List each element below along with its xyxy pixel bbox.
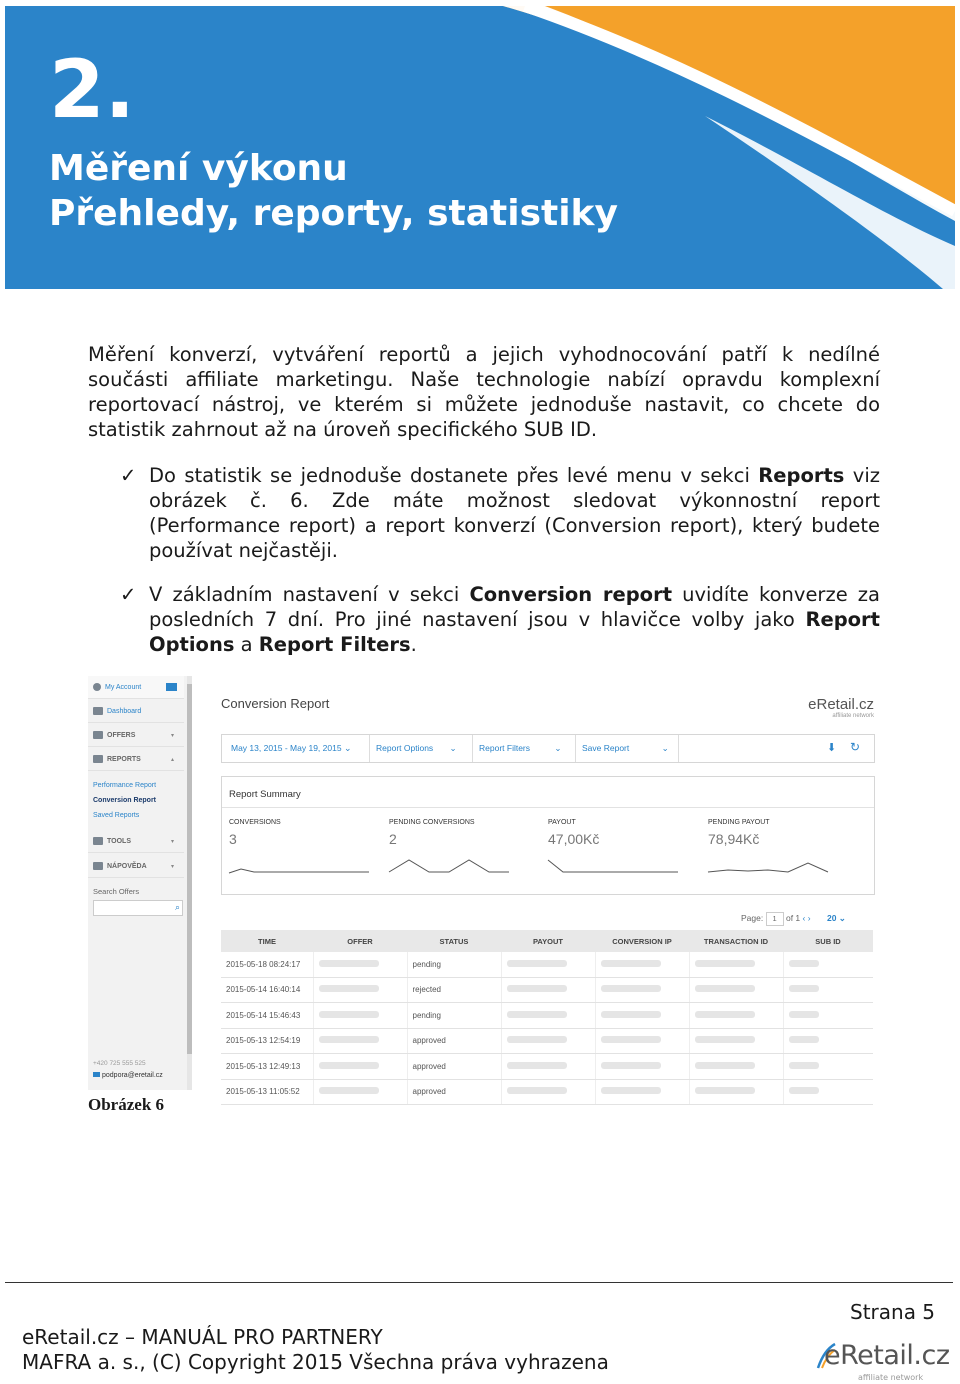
table-row[interactable] xyxy=(221,952,873,977)
col-sub-id[interactable]: SUB ID xyxy=(783,930,873,952)
cell-subid-redacted xyxy=(783,1054,873,1080)
sidebar-item-napoveda[interactable]: NÁPOVĚDA ▾ xyxy=(88,855,184,878)
table-row[interactable] xyxy=(221,1028,873,1054)
cell-payout-redacted xyxy=(501,1028,595,1054)
envelope-icon xyxy=(93,1072,100,1077)
refresh-icon[interactable]: ↻ xyxy=(850,740,861,754)
sidebar-scrollbar[interactable] xyxy=(187,676,192,1090)
col-time[interactable]: TIME xyxy=(221,930,313,952)
cell-ip-redacted xyxy=(595,1054,689,1080)
col-transaction-id[interactable]: TRANSACTION ID xyxy=(689,930,783,952)
cell-time: 2015-05-18 08:24:17 xyxy=(221,952,313,977)
cell-ip-redacted xyxy=(595,977,689,1003)
cell-time: 2015-05-14 15:46:43 xyxy=(221,1003,313,1029)
sidebar-item-tools[interactable]: TOOLS ▾ xyxy=(88,830,184,853)
wrench-icon xyxy=(93,837,103,845)
cell-transaction-redacted xyxy=(689,1054,783,1080)
dashboard-icon xyxy=(93,707,103,715)
support-email[interactable]: podpora@eretail.cz xyxy=(93,1072,163,1079)
page-input[interactable]: 1 xyxy=(766,912,784,926)
cell-transaction-redacted xyxy=(689,1079,783,1105)
metric-payout: PAYOUT 47,00Kč xyxy=(548,819,698,875)
sparkline xyxy=(229,855,369,875)
per-page-select[interactable]: 20 ⌄ xyxy=(826,913,846,923)
cell-payout-redacted xyxy=(501,1054,595,1080)
cell-subid-redacted xyxy=(783,1028,873,1054)
bullet-conversion-report xyxy=(120,582,880,657)
bullet-reports xyxy=(120,463,880,563)
folder-icon xyxy=(93,862,103,870)
report-title: Conversion Report xyxy=(221,696,330,711)
chevron-left-icon[interactable]: ‹ xyxy=(802,913,806,923)
check-icon: ✓ xyxy=(120,583,137,606)
cell-offer-redacted xyxy=(313,952,407,977)
cell-offer-redacted xyxy=(313,977,407,1003)
report-summary-panel xyxy=(221,776,875,895)
cell-status: approved xyxy=(407,1054,501,1080)
date-range-select[interactable]: May 13, 2015 - May 19, 2015 ⌄ xyxy=(231,743,352,753)
cell-offer-redacted xyxy=(313,1079,407,1105)
chevron-up-icon: ▴ xyxy=(170,756,174,763)
report-options-select[interactable]: Report Options ⌄ xyxy=(376,743,457,753)
search-offers-input[interactable] xyxy=(93,900,183,916)
cell-payout-redacted xyxy=(501,977,595,1003)
chapter-title xyxy=(49,146,618,236)
save-report-select[interactable]: Save Report ⌄ xyxy=(582,743,669,753)
chapter-title-line1: Měření výkonu xyxy=(49,148,348,189)
sidebar-sub-saved[interactable]: Saved Reports xyxy=(93,812,140,819)
chevron-right-icon[interactable]: › xyxy=(807,913,811,923)
bullet-text: Do statistik se jednoduše dostanete přes levé menu v sekci Reports viz obrázek č. 6. Zde máte možnost sledovat výkonnostní report (Performance report) a report konverzí (Conversion report), který budete používat nejčastěji. xyxy=(149,464,880,562)
report-toolbar xyxy=(221,734,875,763)
cell-transaction-redacted xyxy=(689,952,783,977)
report-filters-select[interactable]: Report Filters ⌄ xyxy=(479,743,562,753)
sidebar-my-account[interactable]: My Account xyxy=(88,676,184,699)
page-number: Strana 5 xyxy=(850,1300,936,1324)
sidebar-item-offers[interactable]: OFFERS ▾ xyxy=(88,724,184,747)
cell-offer-redacted xyxy=(313,1028,407,1054)
cell-ip-redacted xyxy=(595,952,689,977)
cell-transaction-redacted xyxy=(689,1003,783,1029)
chevron-down-icon: ▾ xyxy=(170,838,174,845)
figure-conversion-report-screenshot xyxy=(88,676,874,1097)
cell-ip-redacted xyxy=(595,1079,689,1105)
cell-subid-redacted xyxy=(783,1003,873,1029)
chevron-down-icon: ▾ xyxy=(170,863,174,870)
cell-status: approved xyxy=(407,1028,501,1054)
cell-time: 2015-05-13 11:05:52 xyxy=(221,1079,313,1105)
col-payout[interactable]: PAYOUT xyxy=(501,930,595,952)
envelope-icon[interactable] xyxy=(166,683,177,691)
cell-time: 2015-05-13 12:54:19 xyxy=(221,1028,313,1054)
footer-line2: MAFRA a. s., (C) Copyright 2015 Všechna práva vyhrazena xyxy=(22,1350,609,1374)
cell-ip-redacted xyxy=(595,1003,689,1029)
cell-payout-redacted xyxy=(501,1003,595,1029)
summary-title: Report Summary xyxy=(229,789,301,800)
sidebar-item-reports[interactable]: REPORTS ▴ xyxy=(88,748,184,771)
cell-status: pending xyxy=(407,952,501,977)
table-row[interactable] xyxy=(221,977,873,1003)
search-icon[interactable]: ⌕ xyxy=(174,902,180,912)
table-header-row xyxy=(221,930,873,952)
footer-line1: eRetail.cz – MANUÁL PRO PARTNERY xyxy=(22,1325,383,1349)
search-offers-label: Search Offers xyxy=(93,887,140,896)
table-row[interactable] xyxy=(221,1079,873,1105)
chevron-down-icon: ⌄ xyxy=(661,743,669,753)
cell-transaction-redacted xyxy=(689,977,783,1003)
chevron-down-icon: ⌄ xyxy=(449,743,457,753)
cell-time: 2015-05-14 16:40:14 xyxy=(221,977,313,1003)
support-phone: +420 725 555 525 xyxy=(93,1060,146,1067)
table-row[interactable] xyxy=(221,1003,873,1029)
metric-pending-payout: PENDING PAYOUT 78,94Kč xyxy=(708,819,858,875)
download-icon[interactable]: ⬇ xyxy=(827,742,837,754)
cell-transaction-redacted xyxy=(689,1028,783,1054)
sparkline xyxy=(708,855,848,875)
pagination: Page: 1 of 1 ‹ › 20 ⌄ xyxy=(741,912,846,926)
figure-caption: Obrázek 6 xyxy=(88,1095,165,1114)
sparkline xyxy=(548,855,688,875)
cell-offer-redacted xyxy=(313,1054,407,1080)
footer-divider xyxy=(5,1282,953,1283)
col-status[interactable]: STATUS xyxy=(407,930,501,952)
check-icon: ✓ xyxy=(120,464,137,487)
user-icon xyxy=(93,683,101,691)
cell-subid-redacted xyxy=(783,977,873,1003)
chevron-down-icon: ⌄ xyxy=(554,743,562,753)
cell-status: rejected xyxy=(407,977,501,1003)
col-offer[interactable]: OFFER xyxy=(313,930,407,952)
chapter-banner xyxy=(5,6,955,289)
sidebar-item-dashboard[interactable]: Dashboard xyxy=(88,700,184,723)
cell-offer-redacted xyxy=(313,1003,407,1029)
cell-ip-redacted xyxy=(595,1028,689,1054)
reports-icon xyxy=(93,755,103,763)
bold-reports: Reports xyxy=(758,464,845,487)
conversions-table xyxy=(221,930,873,1105)
col-conversion-ip[interactable]: CONVERSION IP xyxy=(595,930,689,952)
cell-subid-redacted xyxy=(783,1079,873,1105)
chevron-down-icon: ▾ xyxy=(170,732,174,739)
bullet-text: V základním nastavení v sekci Conversion report uvidíte konverze za posledních 7 dní. Pro jiné nastavení jsou v hlavičce volby jako Report Options a Report Filters. xyxy=(149,583,880,656)
report-main xyxy=(221,676,874,1097)
app-sidebar xyxy=(88,676,192,1090)
cell-payout-redacted xyxy=(501,1079,595,1105)
metric-conversions: CONVERSIONS 3 xyxy=(229,819,379,875)
sidebar-sub-conversion[interactable]: Conversion Report xyxy=(93,797,157,804)
offers-icon xyxy=(93,731,103,739)
cell-status: pending xyxy=(407,1003,501,1029)
sparkline xyxy=(389,855,529,875)
eretail-logo: eRetail.cz affiliate network xyxy=(808,696,874,719)
chevron-down-icon: ⌄ xyxy=(343,743,352,753)
cell-payout-redacted xyxy=(501,952,595,977)
sidebar-sub-performance[interactable]: Performance Report xyxy=(93,782,157,789)
metric-pending-conversions: PENDING CONVERSIONS 2 xyxy=(389,819,539,875)
eretail-logo: eRetail.cz affiliate network xyxy=(818,1340,938,1382)
intro-paragraph: Měření konverzí, vytváření reportů a jejich vyhodnocování patří k nedílné součásti affiliate marketingu. Naše technologie nabízí opravdu komplexní reportovací nástroj, ve kterém si můžete jednoduše nastavit, co chcete do statistik zahrnout až na úroveň specifického SUB ID. xyxy=(88,343,880,441)
table-row[interactable] xyxy=(221,1054,873,1080)
cell-status: approved xyxy=(407,1079,501,1105)
chapter-number: 2. xyxy=(49,43,136,136)
cell-time: 2015-05-13 12:49:13 xyxy=(221,1054,313,1080)
chapter-title-line2: Přehledy, reporty, statistiky xyxy=(49,193,618,234)
cell-subid-redacted xyxy=(783,952,873,977)
